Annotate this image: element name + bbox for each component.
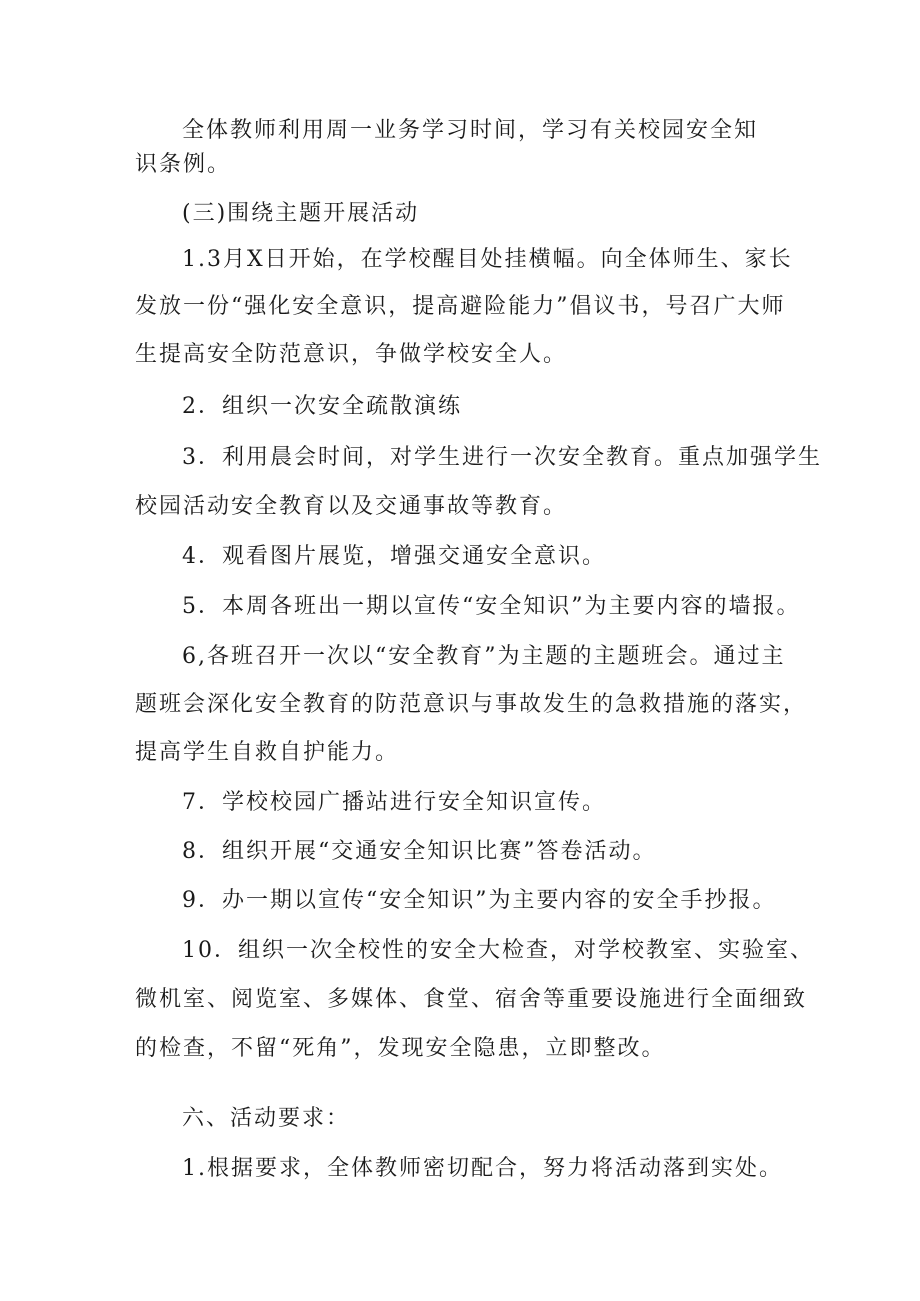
text-line: 微机室、阅览室、多媒体、食堂、宿舍等重要设施进行全面细致 [135, 987, 808, 1012]
text-line: 9．办一期以宣传“安全知识”为主要内容的安全手抄报。 [182, 888, 777, 913]
text-line: 5．本周各班出一期以宣传“安全知识”为主要内容的墙报。 [182, 594, 801, 619]
text-line: 1.3月X日开始，在学校醒目处挂横幅。向全体师生、家长 [182, 247, 793, 272]
text-line: 题班会深化安全教育的防范意识与事故发生的急救措施的落实， [135, 692, 808, 717]
text-line: 的检查，不留“死角”，发现安全隐患，立即整改。 [135, 1036, 666, 1061]
text-line: 3．利用晨会时间，对学生进行一次安全教育。重点加强学生 [182, 445, 822, 470]
text-line: 6,各班召开一次以“安全教育”为主题的主题班会。通过主 [182, 644, 786, 669]
text-line: 1.根据要求，全体教师密切配合，努力将活动落到实处。 [182, 1156, 783, 1181]
section-heading: 六、活动要求： [182, 1106, 351, 1131]
text-line: 提高学生自救自护能力。 [135, 740, 400, 765]
text-line: 全体教师利用周一业务学习时间，学习有关校园安全知 [182, 118, 759, 143]
text-line: 4．观看图片展览，增强交通安全意识。 [182, 544, 606, 569]
text-line: 校园活动安全教育以及交通事故等教育。 [135, 494, 568, 519]
section-heading: (三)围绕主题开展活动 [182, 201, 420, 226]
text-line: 7．学校校园广播站进行安全知识宣传。 [182, 790, 606, 815]
text-line: 10．组织一次全校性的安全大检查，对学校教室、实验室、 [182, 938, 814, 963]
text-line: 发放一份“强化安全意识，提高避险能力”倡议书，号召广大师 [135, 294, 786, 319]
text-line: 识条例。 [135, 152, 232, 177]
text-line: 2．组织一次安全疏散演练 [182, 394, 462, 419]
text-line: 8．组织开展“交通安全知识比赛”答卷活动。 [182, 839, 657, 864]
text-line: 生提高安全防范意识，争做学校安全人。 [135, 342, 568, 367]
